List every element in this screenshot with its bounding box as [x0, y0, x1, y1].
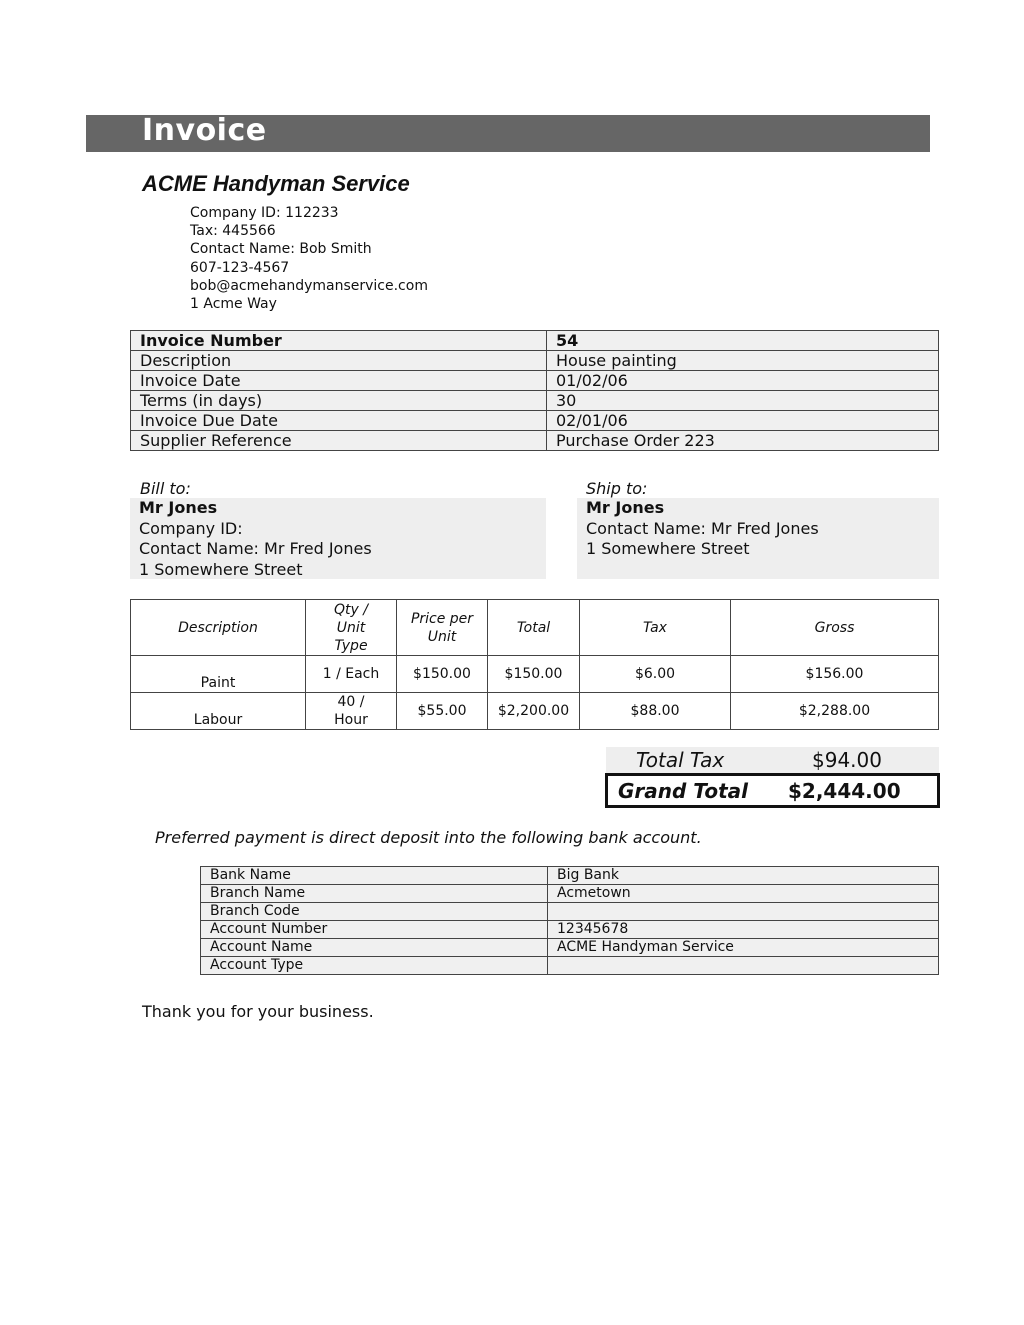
item-tax: $6.00	[580, 656, 731, 693]
item-qty-line: 1 / Each	[322, 666, 380, 682]
info-value: Purchase Order 223	[547, 431, 939, 451]
info-row	[131, 411, 939, 431]
payment-note: Preferred payment is direct deposit into the following bank account.	[155, 828, 702, 847]
item-qty	[306, 656, 397, 693]
bank-row	[201, 921, 939, 939]
item-description: Labour	[131, 693, 306, 730]
bank-row	[201, 867, 939, 885]
bill-to-line: Contact Name: Mr Fred Jones	[139, 539, 372, 558]
bank-row	[201, 885, 939, 903]
col-price-header-line: Unit	[427, 628, 457, 645]
items-header-row	[131, 600, 939, 656]
info-label: Invoice Due Date	[131, 411, 547, 431]
info-label: Terms (in days)	[131, 391, 547, 411]
bank-value: Big Bank	[548, 867, 939, 885]
bank-label: Branch Name	[201, 885, 548, 903]
bank-label: Branch Code	[201, 903, 548, 921]
total-tax-label: Total Tax	[636, 748, 725, 772]
info-value: 30	[547, 391, 939, 411]
thank-you-note: Thank you for your business.	[142, 1002, 374, 1021]
info-value: 01/02/06	[547, 371, 939, 391]
grand-total-value: $2,444.00	[788, 779, 901, 803]
company-name: ACME Handyman Service	[142, 171, 410, 196]
col-description-header: Description	[131, 600, 306, 656]
grand-total-row	[605, 773, 940, 808]
info-label: Description	[131, 351, 547, 371]
company-id: Company ID: 112233	[190, 205, 339, 221]
company-phone: 607-123-4567	[190, 259, 290, 276]
item-gross: $156.00	[731, 656, 939, 693]
bank-label: Bank Name	[201, 867, 548, 885]
bank-label: Account Number	[201, 921, 548, 939]
bank-value	[548, 957, 939, 975]
item-qty-line: 40 /	[337, 694, 365, 710]
bank-value: 12345678	[548, 921, 939, 939]
item-gross: $2,288.00	[731, 693, 939, 730]
col-qty-header-line: Type	[334, 637, 368, 654]
item-description: Paint	[131, 656, 306, 693]
info-label: Invoice Number	[131, 331, 547, 351]
bank-label: Account Type	[201, 957, 548, 975]
bank-details-table	[200, 866, 939, 975]
info-row	[131, 331, 939, 351]
col-price-header-line: Price per	[410, 610, 474, 627]
info-value: 54	[547, 331, 939, 351]
col-tax-header: Tax	[580, 600, 731, 656]
info-value: 02/01/06	[547, 411, 939, 431]
table-row	[131, 656, 939, 693]
ship-to-label: Ship to:	[586, 479, 648, 498]
info-label: Supplier Reference	[131, 431, 547, 451]
bank-value	[548, 903, 939, 921]
col-gross-header: Gross	[731, 600, 939, 656]
info-row	[131, 371, 939, 391]
ship-to-line: Contact Name: Mr Fred Jones	[586, 518, 819, 538]
bill-to-line: 1 Somewhere Street	[139, 559, 303, 579]
col-qty-header-line: Qty /	[334, 601, 368, 618]
bill-to-label: Bill to:	[140, 479, 191, 498]
invoice-info-table	[130, 330, 939, 451]
total-tax-value: $94.00	[812, 748, 882, 772]
ship-to-name: Mr Jones	[586, 498, 665, 517]
ship-to-box	[577, 498, 939, 579]
page-title: Invoice	[142, 113, 267, 148]
col-price-header	[397, 600, 488, 656]
ship-to-line: 1 Somewhere Street	[586, 539, 750, 558]
item-total: $2,200.00	[488, 693, 580, 730]
company-address: 1 Acme Way	[190, 296, 277, 313]
info-row	[131, 431, 939, 451]
item-tax: $88.00	[580, 693, 731, 730]
bill-to-box	[130, 498, 546, 579]
bank-row	[201, 939, 939, 957]
bank-row	[201, 957, 939, 975]
total-tax-row	[606, 747, 939, 773]
company-details	[190, 204, 428, 313]
col-total-header: Total	[488, 600, 580, 656]
item-total: $150.00	[488, 656, 580, 693]
col-qty-header	[306, 600, 397, 656]
line-items-table	[130, 599, 939, 730]
title-bar	[86, 115, 930, 152]
bank-row	[201, 903, 939, 921]
bill-to-line: Company ID:	[139, 518, 243, 538]
bill-to-name: Mr Jones	[139, 498, 218, 517]
item-price: $150.00	[397, 656, 488, 693]
col-qty-header-line: Unit	[336, 619, 366, 636]
info-row	[131, 391, 939, 411]
company-contact: Contact Name: Bob Smith	[190, 241, 372, 258]
info-row	[131, 351, 939, 371]
item-qty	[306, 693, 397, 730]
company-email: bob@acmehandymanservice.com	[190, 277, 428, 294]
grand-total-label: Grand Total	[618, 779, 749, 803]
info-value: House painting	[547, 351, 939, 371]
item-price: $55.00	[397, 693, 488, 730]
company-tax: Tax: 445566	[190, 223, 276, 240]
bank-value: Acmetown	[548, 885, 939, 903]
info-label: Invoice Date	[131, 371, 547, 391]
bank-value: ACME Handyman Service	[548, 939, 939, 957]
bank-label: Account Name	[201, 939, 548, 957]
table-row	[131, 693, 939, 730]
item-qty-line: Hour	[334, 712, 368, 728]
